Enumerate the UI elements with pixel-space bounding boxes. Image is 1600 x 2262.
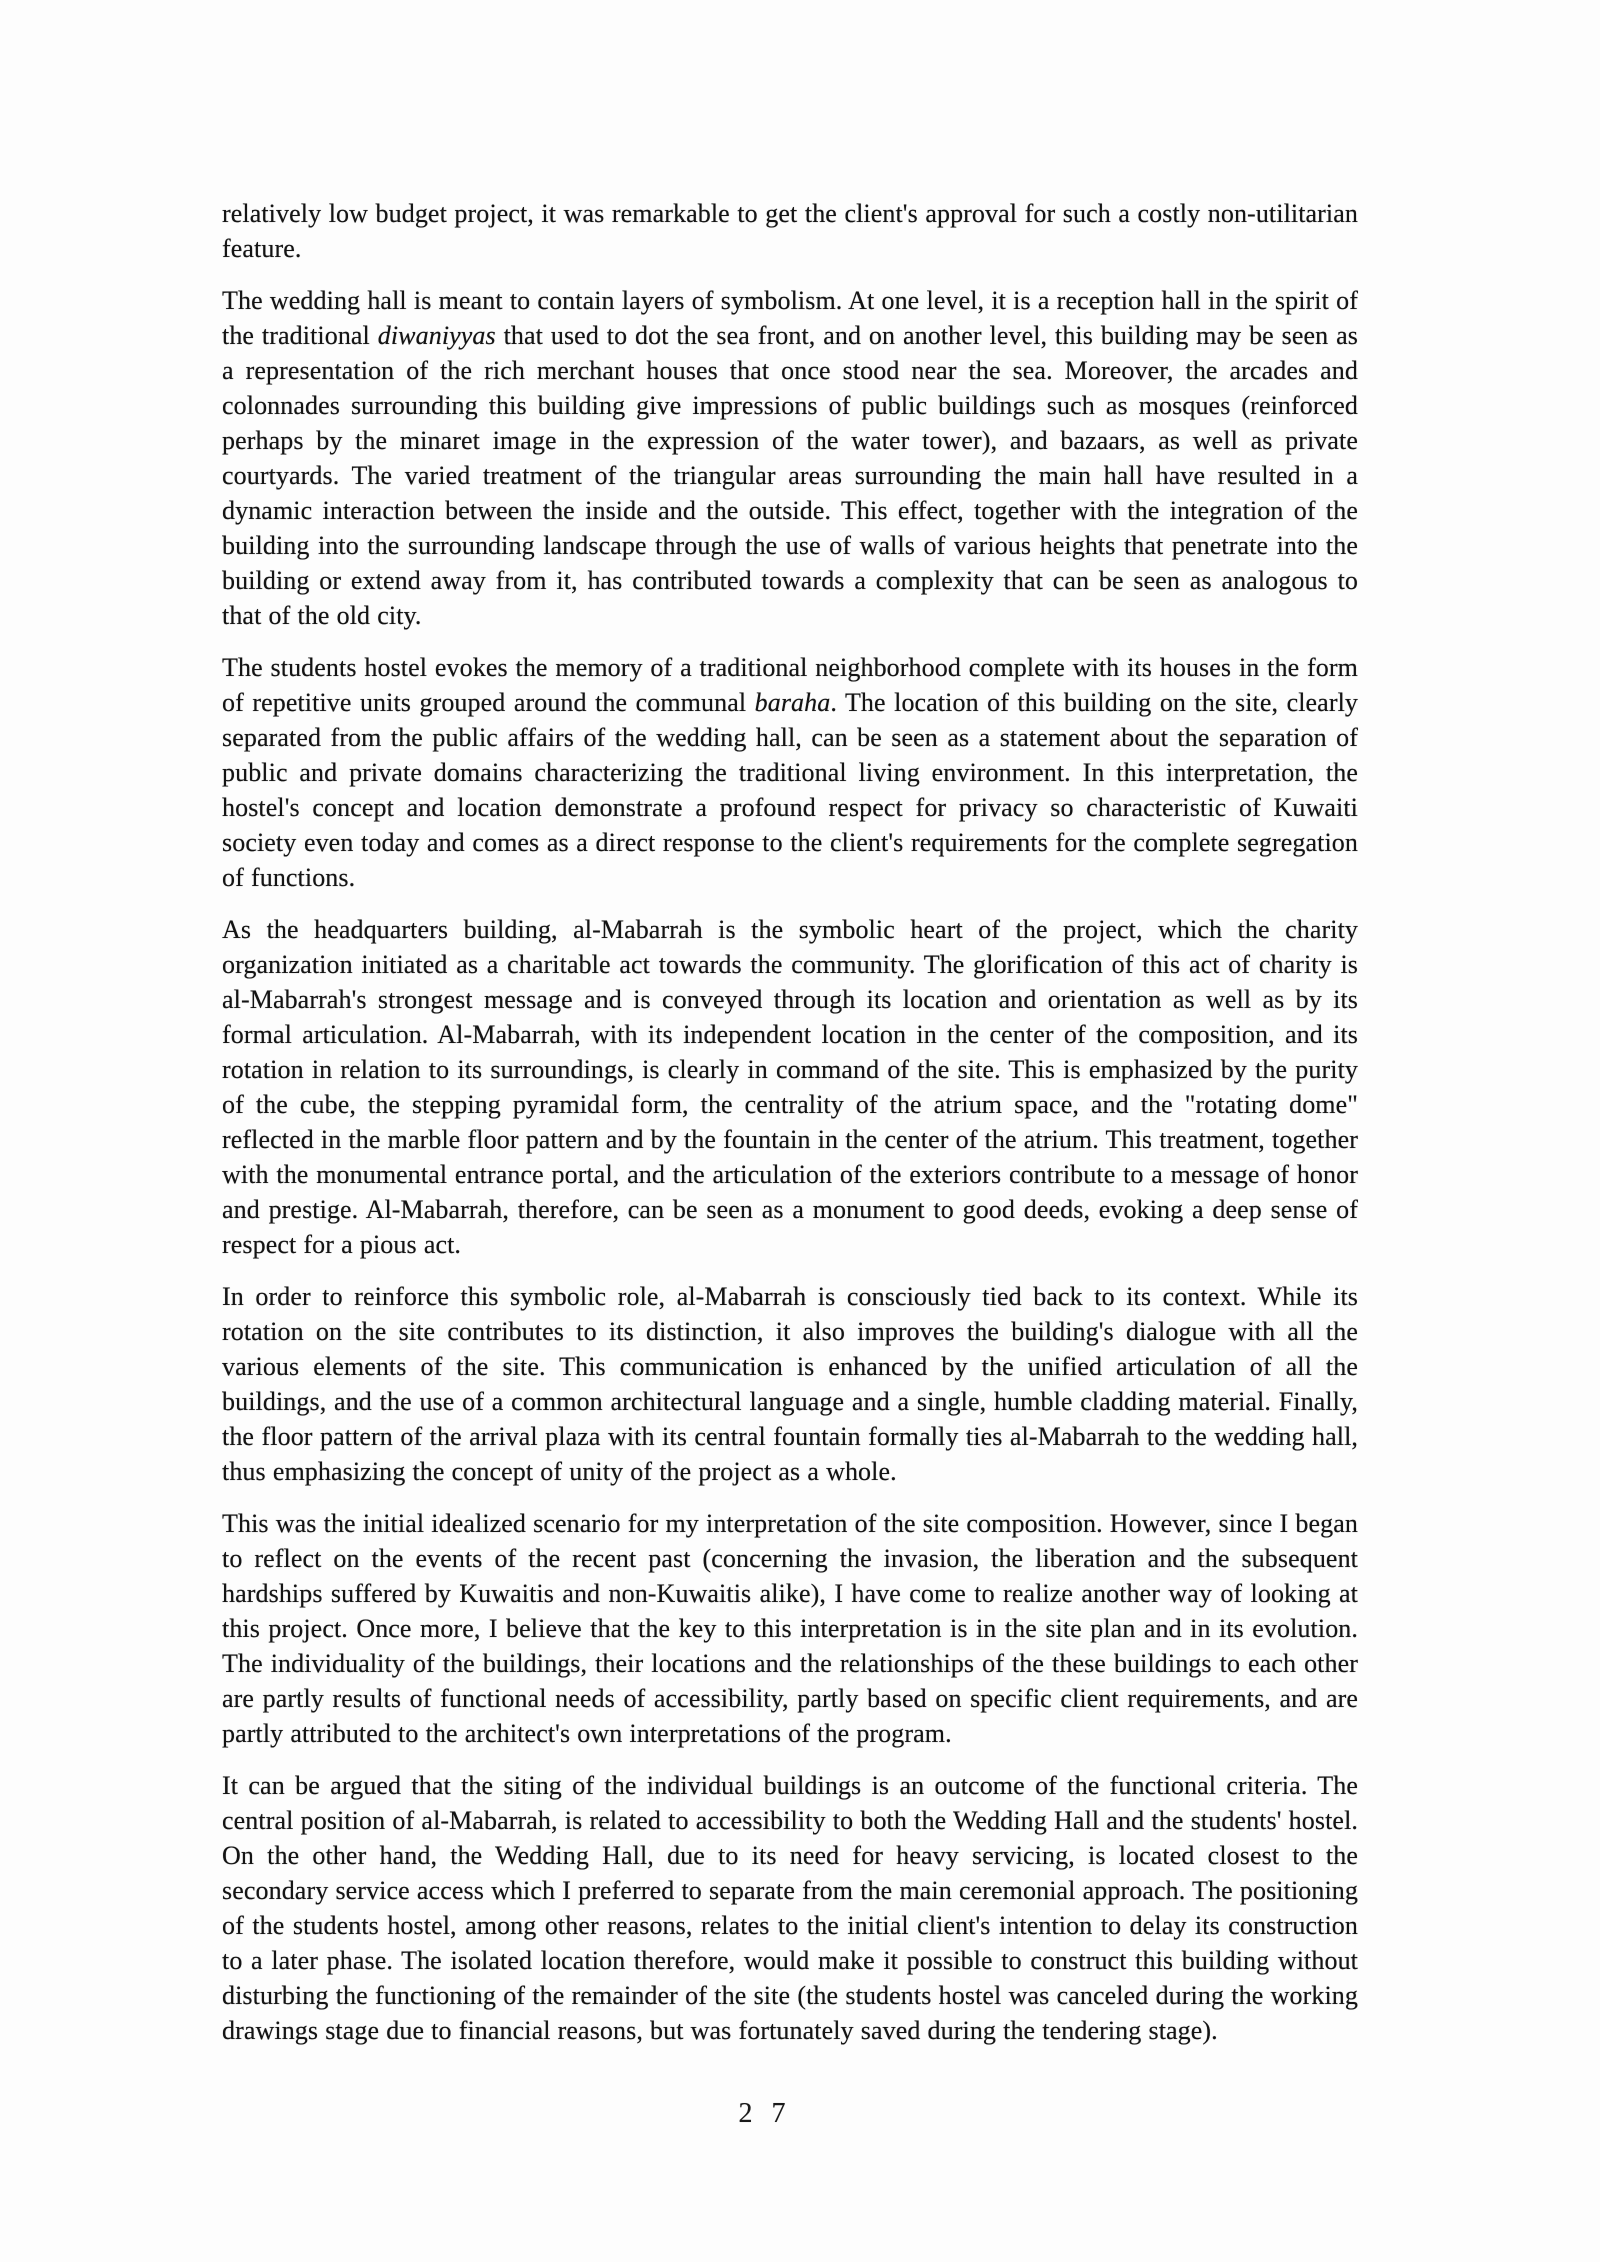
paragraph-text: It can be argued that the siting of the individual buildings is an outcome of the functional criteria. The central position of al-Mabarrah, is related to accessibility to both the Wedding Hall and the students' hostel. On the other hand, the Wedding Hall, due to its need for heavy servicing, is located closest to the secondary service access which I preferred to separate from the main ceremonial approach. The positioning of the students hostel, among other reasons, relates to the initial client's intention to delay its construction to a later phase. The isolated location therefore, would make it possible to construct this building without disturbing the functioning of the remainder of the site (the students hostel was canceled during the working drawings stage due to financial reasons, but was fortunately saved during the tendering stage). [222,1771,1358,2045]
page-number: 2 7 [738,2098,792,2129]
paragraph-initial-scenario [222,1506,1358,1751]
paragraph-text: The wedding hall is meant to contain layers of symbolism. At one level, it is a reception hall in the spirit of the traditional [222,286,1358,350]
paragraph-text: This was the initial idealized scenario for my interpretation of the site composition. However, since I began to reflect on the events of the recent past (concerning the invasion, the liberation and the subsequent hardships suffered by Kuwaitis and non-Kuwaitis alike), I have come to realize another way of looking at this project. Once more, I believe that the key to this interpretation is in the site plan and in its evolution. The individuality of the buildings, their locations and the relationships of the these buildings to each other are partly results of functional needs of accessibility, partly based on specific client requirements, and are partly attributed to the architect's own interpretations of the program. [222,1509,1358,1748]
paragraph-text: As the headquarters building, al-Mabarrah is the symbolic heart of the project, which the charity organization initiated as a charitable act towards the community. The glorification of this act of charity is al-Mabarrah's strongest message and is conveyed through its location and orientation as well as by its formal articulation. Al-Mabarrah, with its independent location in the center of the composition, and its rotation in relation to its surroundings, is clearly in command of the site. This is emphasized by the purity of the cube, the stepping pyramidal form, the centrality of the atrium space, and the "rotating dome" reflected in the marble floor pattern and by the fountain in the center of the atrium. This treatment, together with the monumental entrance portal, and the articulation of the exteriors contribute to a message of honor and prestige. Al-Mabarrah, therefore, can be seen as a monument to good deeds, evoking a deep sense of respect for a pious act. [222,915,1358,1259]
paragraph-continuation [222,196,1358,266]
italic-term-baraha: baraha [754,688,831,717]
paragraph-siting-argument [222,1768,1358,2048]
paragraph-text: that used to dot the sea front, and on another level, this building may be seen as a representation of the rich merchant houses that once stood near the sea. Moreover, the arcades and colonnades surrounding this building give impressions of public buildings such as mosques (reinforced perhaps by the minaret image in the expression of the water tower), and bazaars, as well as private courtyards. The varied treatment of the triangular areas surrounding the main hall have resulted in a dynamic interaction between the inside and the outside. This effect, together with the integration of the building into the surrounding landscape through the use of walls of various heights that penetrate into the building or extend away from it, has contributed towards a complexity that can be seen as analogous to that of the old city. [222,321,1358,630]
paragraph-text: The students hostel evokes the memory of a traditional neighborhood complete with its houses in the form of repetitive units grouped around the communal [222,653,1358,717]
paragraph-text: . The location of this building on the site, clearly separated from the public affairs of the wedding hall, can be seen as a statement about the separation of public and private domains characterizing the traditional living environment. In this interpretation, the hostel's concept and location demonstrate a profound respect for privacy so characteristic of Kuwaiti society even today and comes as a direct response to the client's requirements for the complete segregation of functions. [222,688,1358,892]
paragraph-students-hostel [222,650,1358,895]
paragraph-wedding-hall [222,283,1358,633]
body-text-block [222,196,1358,2065]
paragraph-text: In order to reinforce this symbolic role, al-Mabarrah is consciously tied back to its context. While its rotation on the site contributes to its distinction, it also improves the building's dialogue with all the various elements of the site. This communication is enhanced by the unified articulation of all the buildings, and the use of a common architectural language and a single, humble cladding material. Finally, the floor pattern of the arrival plaza with its central fountain formally ties al-Mabarrah to the wedding hall, thus emphasizing the concept of unity of the project as a whole. [222,1282,1358,1486]
paragraph-symbolic-role [222,1279,1358,1489]
paragraph-text: relatively low budget project, it was remarkable to get the client's approval for such a costly non-utilitarian feature. [222,199,1358,263]
paragraph-headquarters [222,912,1358,1262]
italic-term-diwaniyyas: diwaniyyas [377,321,496,350]
